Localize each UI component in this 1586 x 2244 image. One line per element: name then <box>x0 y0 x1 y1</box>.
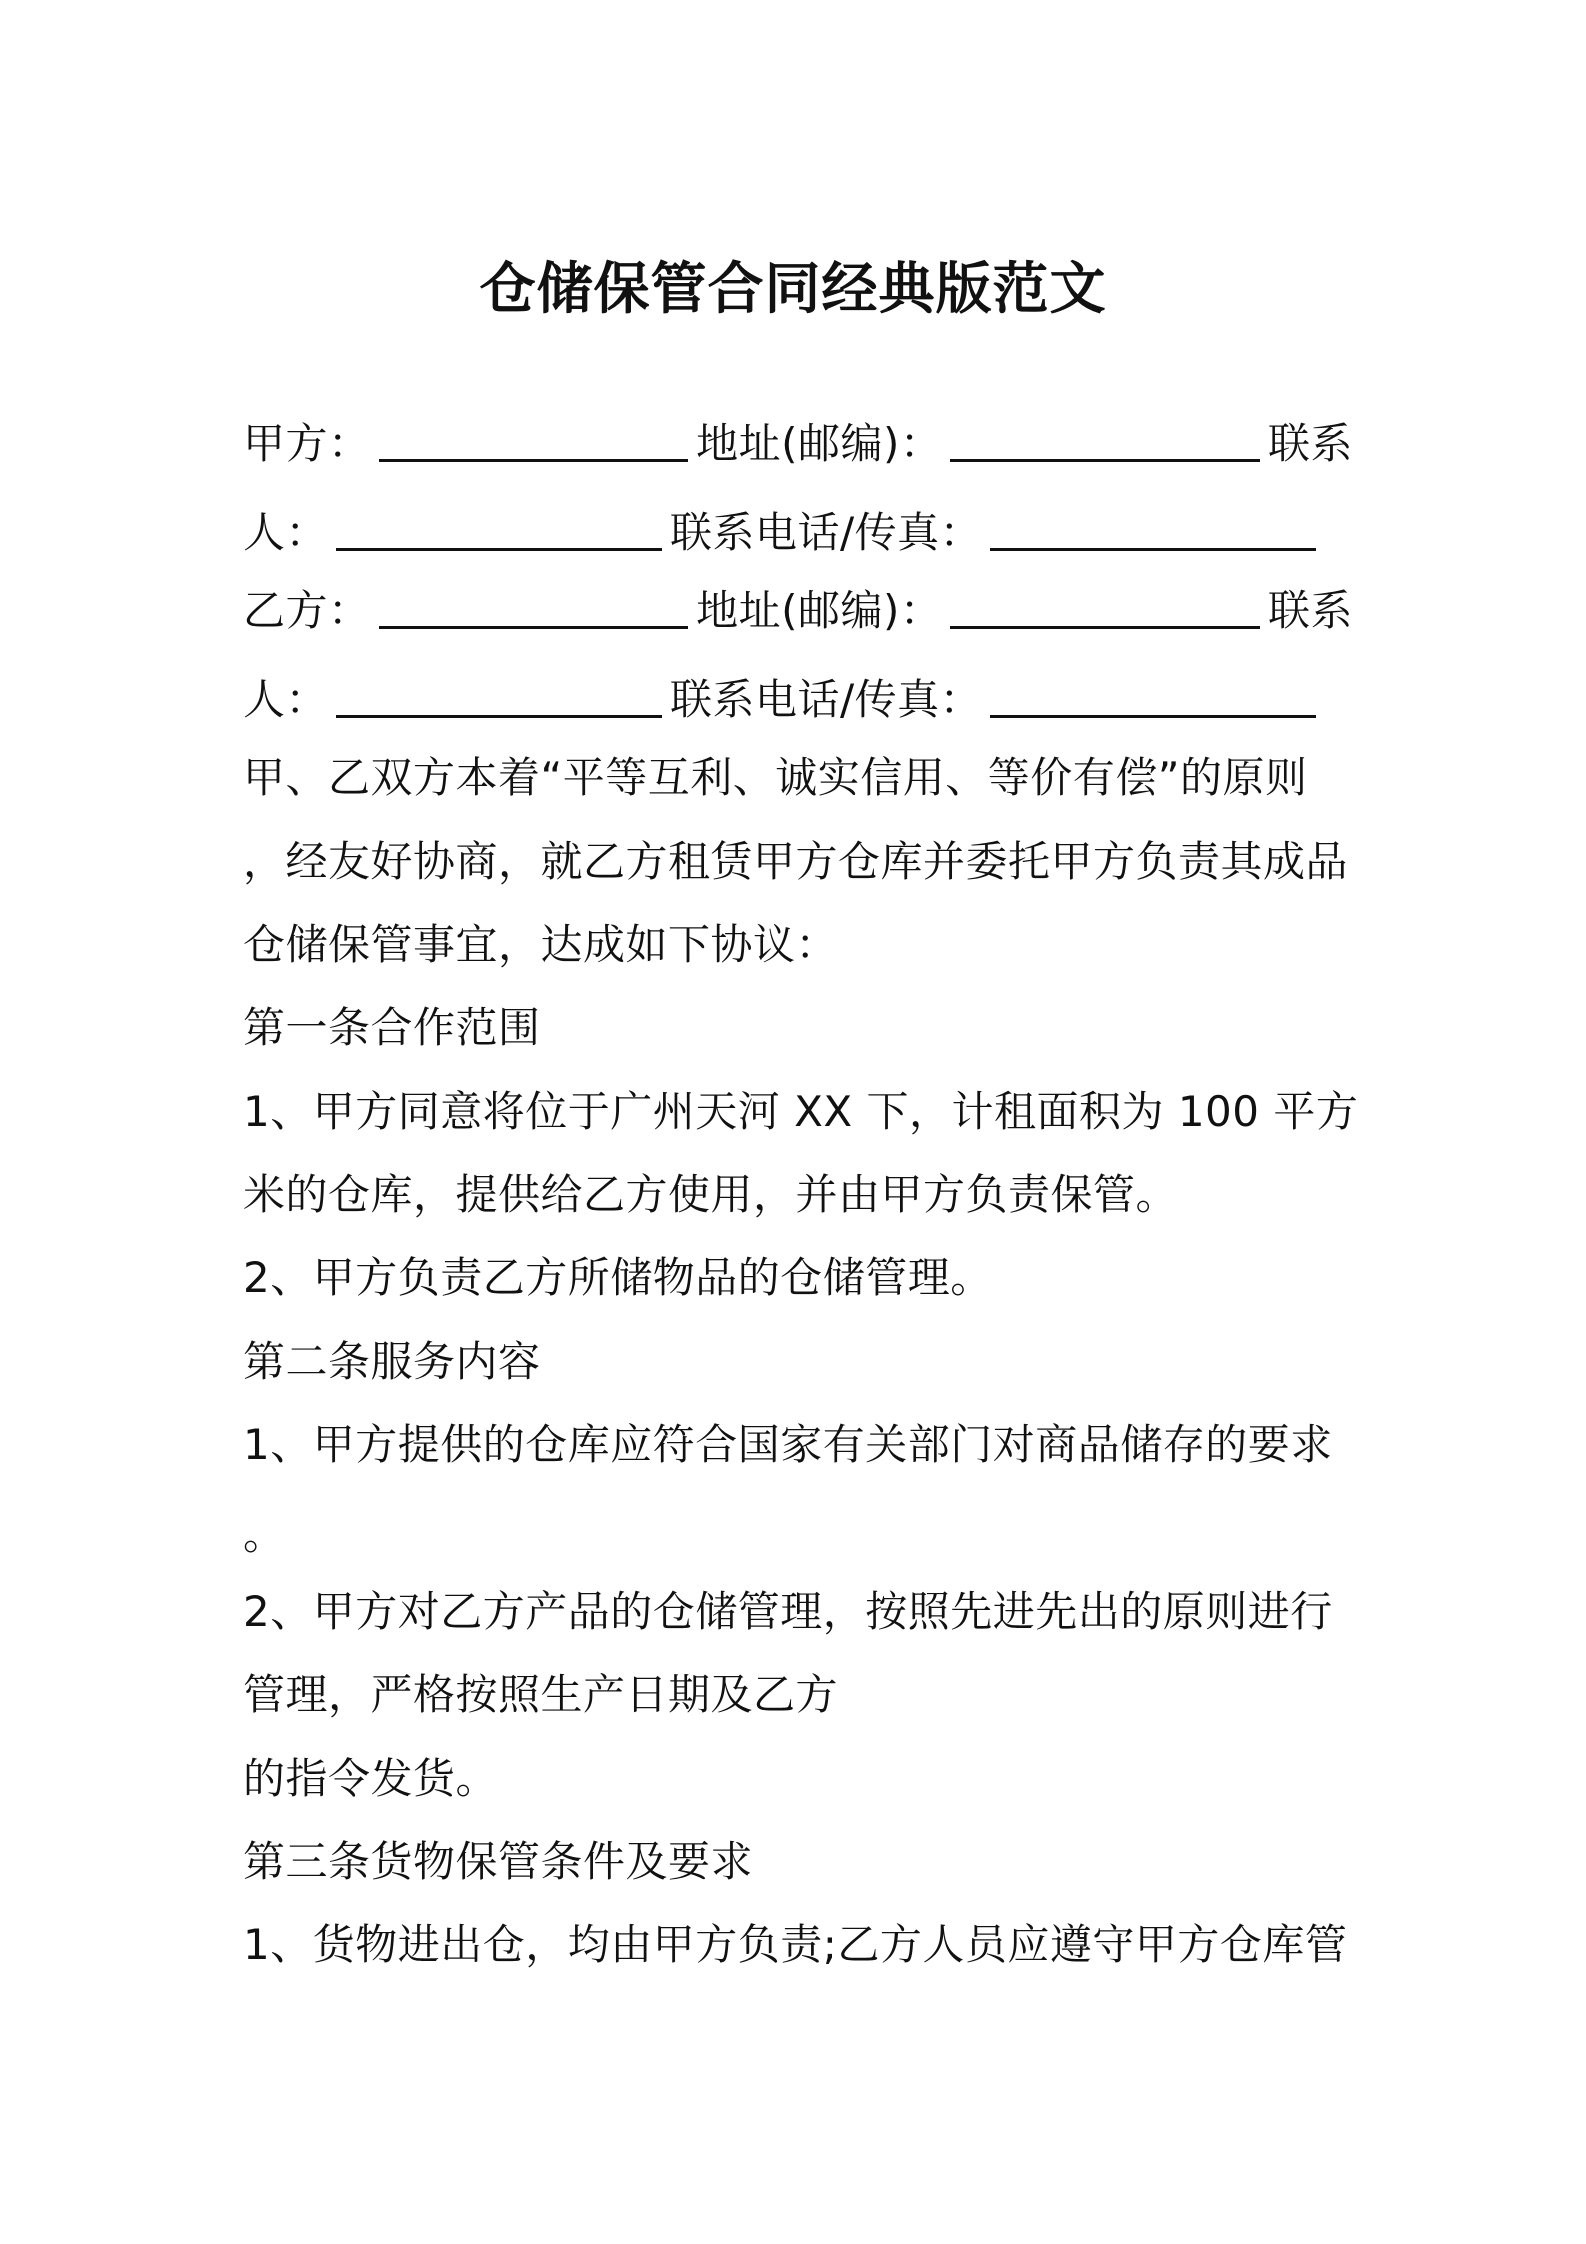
article-1-line-3: 2、甲方负责乙方所储物品的仓储管理。 <box>243 1253 993 1302</box>
article-3-line-1: 1、货物进出仓，均由甲方负责;乙方人员应遵守甲方仓库管 <box>243 1920 1348 1969</box>
party-b-label: 乙方： <box>243 586 371 635</box>
party-b-contact-label-start: 联系 <box>1267 586 1353 635</box>
intro-line-2: ，经友好协商，就乙方租赁甲方仓库并委托甲方负责其成品 <box>243 837 1349 886</box>
party-b-name-blank <box>379 592 689 629</box>
party-a-phone-label: 联系电话/传真： <box>670 508 983 557</box>
party-a-label: 甲方： <box>243 419 371 468</box>
article-1-heading: 第一条合作范围 <box>243 1003 541 1052</box>
party-a-line-2 <box>243 503 1353 563</box>
party-a-address-label: 地址(邮编)： <box>696 419 943 468</box>
party-b-phone-blank <box>990 681 1316 718</box>
party-a-contact-blank <box>336 514 662 551</box>
party-a-line-1 <box>243 414 1353 474</box>
party-b-address-label: 地址(邮编)： <box>696 586 943 635</box>
party-b-phone-label: 联系电话/传真： <box>670 675 983 724</box>
party-a-phone-blank <box>990 514 1316 551</box>
party-b-line-1 <box>243 581 1353 641</box>
party-b-address-blank <box>950 592 1260 629</box>
party-b-contact-blank <box>336 681 662 718</box>
party-b-line-2 <box>243 670 1353 730</box>
article-2-line-4: 管理，严格按照生产日期及乙方 <box>243 1670 839 1719</box>
party-a-address-blank <box>950 425 1260 462</box>
article-2-line-1: 1、甲方提供的仓库应符合国家有关部门对商品储存的要求 <box>243 1420 1333 1469</box>
article-1-line-2: 米的仓库，提供给乙方使用，并由甲方负责保管。 <box>243 1170 1179 1219</box>
party-b-contact-label-end: 人： <box>243 675 329 724</box>
article-2-line-3: 2、甲方对乙方产品的仓储管理，按照先进先出的原则进行 <box>243 1587 1333 1636</box>
article-2-heading: 第二条服务内容 <box>243 1337 541 1386</box>
party-a-contact-label-end: 人： <box>243 508 329 557</box>
article-2-line-5: 的指令发货。 <box>243 1754 499 1803</box>
intro-line-1: 甲、乙双方本着“平等互利、诚实信用、等价有偿”的原则 <box>243 753 1308 802</box>
intro-line-3: 仓储保管事宜，达成如下协议： <box>243 920 839 969</box>
article-3-heading: 第三条货物保管条件及要求 <box>243 1837 754 1886</box>
party-a-contact-label-start: 联系 <box>1267 419 1353 468</box>
article-1-line-1: 1、甲方同意将位于广州天河 XX 下，计租面积为 100 平方 <box>243 1087 1359 1136</box>
article-2-line-2: 。 <box>243 1510 286 1559</box>
document-title: 仓储保管合同经典版范文 <box>479 257 1107 322</box>
party-a-name-blank <box>379 425 689 462</box>
